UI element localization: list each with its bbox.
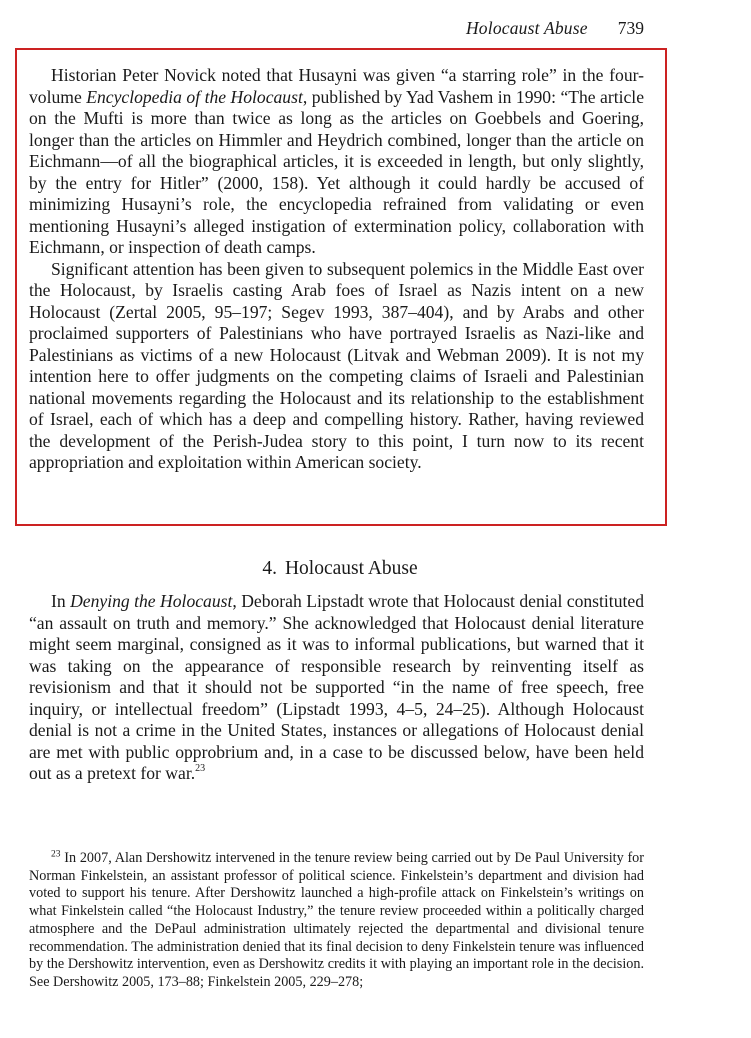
footnote-text: In 2007, Alan Dershowitz intervened in the tenure review being carried out by De Paul University for Norman Finkelstein, an assistant professor of political science. Finkelstein’s department and division had voted to support his tenure. After Dershowitz launched a high-profile attack on Finkelstein’s writings on what Finkelstein called “the Holocaust Industry,” the tenure review proceeded within a politically charged atmosphere and the DePaul administration ultimately rejected the departmental and divisional tenure recommendation. The administration denied that its final decision to deny Finkelstein tenure was influenced by the Dershowitz intervention, even as Dershowitz credits it with playing an important role in the decision. See Dershowitz 2005, 173–88; Finkelstein 2005, 229–278; [29,850,644,990]
paragraph [29,65,644,259]
footnote-reference[interactable]: 23 [195,763,206,775]
paragraph [29,591,644,785]
page-number: 739 [617,18,644,38]
text-run: In [51,591,71,611]
text-run: , published by Yad Vashem in 1990: “The article on the Mufti is more than twice as long as the articles on Goebbels and Goering, longer than the articles on Himmler and Heydrich combined, longer than the article on Eichmann—of all the biographical articles, it is exceeded in length, but only slightly, by the entry for Hitler” (2000, 158). Yet although it could hardly be accused of minimizing Husayni’s role, the encyclopedia refrained from validating or even mentioning Husayni’s alleged instigation of extermination policy, collaboration with Eichmann, or inspection of death camps. [29,86,645,257]
section-body [29,591,644,785]
section-heading [0,558,680,580]
encyclopedia-title: Encyclopedia of the Holocaust [86,86,303,107]
footnote-marker: 23 [51,849,61,860]
paragraph: Significant attention has been given to subsequent polemics in the Middle East over the Holocaust, by Israelis casting Arab foes of Israel as Nazis intent on a new Holocaust (Zertal 2005, 95–197; Segev 1993, 387–404), and by Arabs and other proclaimed supporters of Palestinians who have portrayed Israelis as Nazi-like and Palestinians as victims of a new Holocaust (Litvak and Webman 2009). It is not my intention here to offer judgments on the competing claims of Israeli and Palestinian national movements regarding the Holocaust and its relationship to the establishment of Israel, each of which has a deep and compelling history. Rather, having reviewed the development of the Perish-Judea story to this point, I turn now to its recent appropriation and exploitation within American society. [29,258,644,472]
text-run: , Deborah Lipstadt wrote that Holocaust denial constituted “an assault on truth and memory.” She acknowledged that Holocaust denial literature might seem marginal, consigned as it was to informal publications, but warned that it was taking on the appearance of responsible research by reinventing itself as revisionism and that it should not be supported “in the name of free speech, free inquiry, or intellectual freedom” (Lipstadt 1993, 4–5, 24–25). Although Holocaust denial is not a crime in the United States, instances or allegations of Holocaust denial are met with public opprobrium and, in a case to be discussed below, have been held out as a pretext for war. [29,591,644,783]
text-run: Historian Peter Novick noted that Husayni was given “a starring role” in the four-volume [29,65,644,107]
highlighted-passage [29,65,644,474]
footnote [29,850,644,992]
running-head [466,18,644,39]
section-number: 4. [262,558,277,579]
running-title: Holocaust Abuse [465,18,588,38]
book-title: Denying the Holocaust [70,591,233,611]
section-title: Holocaust Abuse [284,558,418,579]
